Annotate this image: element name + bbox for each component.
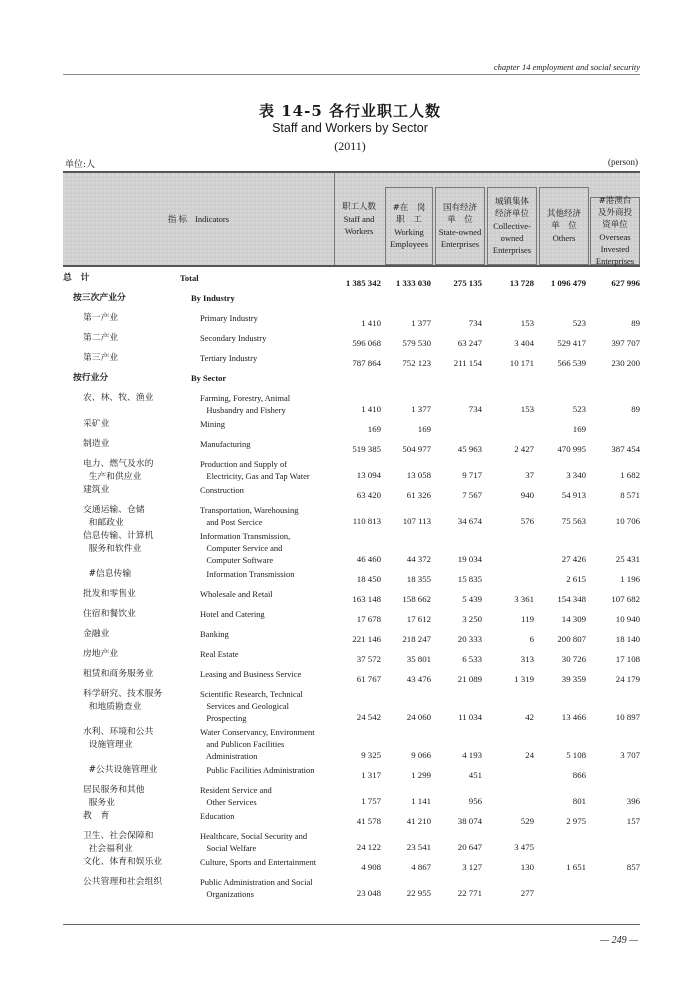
page-number: — 249 — xyxy=(600,935,638,946)
column-header-1 xyxy=(385,187,433,265)
cell-value: 504 977 xyxy=(402,444,431,454)
row-label-en: Culture, Sports and Entertainment xyxy=(200,857,317,867)
cell-value: 169 xyxy=(417,424,431,434)
column-header-cn: #港澳台 xyxy=(598,196,632,206)
cell-value: 529 417 xyxy=(557,338,586,348)
cell-value: 10 171 xyxy=(509,358,534,368)
cell-value: 579 530 xyxy=(402,338,431,348)
row-label-en: Real Estate xyxy=(200,649,239,659)
header-rule xyxy=(63,74,640,75)
column-header-cn: #在 岗 xyxy=(392,203,426,213)
cell-value: 61 326 xyxy=(406,490,431,500)
cell-value: 37 572 xyxy=(356,654,381,664)
row-label-en: Information Transmission, Computer Service and Computer Software xyxy=(200,531,291,565)
row-label-en: Construction xyxy=(200,485,244,495)
row-label-en: Total xyxy=(180,273,199,283)
cell-value: 42 xyxy=(525,712,534,722)
row-label-en: By Industry xyxy=(191,293,235,303)
column-header-cn: 经济单位 xyxy=(494,209,529,219)
row-label-en: Banking xyxy=(200,629,229,639)
row-label-cn: 住宿和餐饮业 xyxy=(83,609,136,619)
row-label-en: Public Administration and Social Organizations xyxy=(200,877,313,899)
table-row xyxy=(63,856,640,876)
column-header-en: State-owned xyxy=(438,227,482,237)
cell-value: 956 xyxy=(468,796,482,806)
column-header-en: Working xyxy=(394,227,424,237)
cell-value: 211 154 xyxy=(453,358,482,368)
cell-value: 397 707 xyxy=(611,338,640,348)
row-label-cn: 批发和零售业 xyxy=(83,589,136,599)
cell-value: 940 xyxy=(520,490,534,500)
table-year: (2011) xyxy=(334,139,366,153)
row-label-cn: 第一产业 xyxy=(83,313,119,323)
cell-value: 24 xyxy=(525,750,534,760)
table-row xyxy=(63,648,640,668)
cell-value: 2 615 xyxy=(566,574,586,584)
table-row xyxy=(63,628,640,648)
cell-value: 23 048 xyxy=(356,888,381,898)
row-label-cn: 卫生、社会保障和 社会福利业 xyxy=(83,831,154,854)
cell-value: 17 612 xyxy=(406,614,431,624)
cell-value: 25 431 xyxy=(615,554,640,564)
table-row xyxy=(63,784,640,810)
cell-value: 3 404 xyxy=(514,338,534,348)
cell-value: 22 771 xyxy=(457,888,482,898)
row-label-cn: 总 计 xyxy=(63,273,90,283)
cell-value: 13 728 xyxy=(509,278,534,288)
cell-value: 63 247 xyxy=(457,338,482,348)
table-row xyxy=(63,810,640,830)
cell-value: 3 340 xyxy=(566,470,586,480)
running-head: chapter 14 employment and social security xyxy=(493,62,640,72)
cell-value: 752 123 xyxy=(402,358,431,368)
column-header-2 xyxy=(435,187,485,265)
table-row xyxy=(63,608,640,628)
cell-value: 1 096 479 xyxy=(550,278,586,288)
cell-value: 3 361 xyxy=(514,594,534,604)
cell-value: 523 xyxy=(572,404,586,414)
cell-value: 7 567 xyxy=(462,490,482,500)
cell-value: 89 xyxy=(631,318,640,328)
cell-value: 1 196 xyxy=(620,574,640,584)
cell-value: 46 460 xyxy=(356,554,381,564)
cell-value: 24 122 xyxy=(356,842,381,852)
unit-label-en: (person) xyxy=(608,157,638,167)
cell-value: 1 377 xyxy=(411,318,431,328)
cell-value: 576 xyxy=(520,516,534,526)
column-header-en: owned xyxy=(500,233,524,243)
column-header-en: Employees xyxy=(390,239,428,249)
column-header-en: Collective- xyxy=(493,221,531,231)
table-row xyxy=(63,418,640,438)
table-row xyxy=(63,688,640,726)
cell-value: 4 867 xyxy=(411,862,431,872)
cell-value: 20 333 xyxy=(457,634,482,644)
cell-value: 119 xyxy=(521,614,534,624)
row-label-cn: 按行业分 xyxy=(73,373,109,383)
cell-value: 89 xyxy=(631,404,640,414)
cell-value: 1 651 xyxy=(566,862,586,872)
cell-value: 24 179 xyxy=(615,674,640,684)
cell-value: 5 439 xyxy=(462,594,482,604)
table-bottom-rule xyxy=(63,924,640,925)
column-header-cn: 单 位 xyxy=(551,221,577,231)
cell-value: 200 807 xyxy=(557,634,586,644)
table-row xyxy=(63,530,640,568)
cell-value: 313 xyxy=(520,654,534,664)
cell-value: 1 410 xyxy=(361,318,381,328)
cell-value: 24 542 xyxy=(356,712,381,722)
cell-value: 20 647 xyxy=(457,842,482,852)
cell-value: 6 xyxy=(529,634,534,644)
cell-value: 218 247 xyxy=(402,634,431,644)
row-label-cn: 居民服务和其他 服务业 xyxy=(83,785,145,808)
row-label-en: Information Transmission xyxy=(200,569,295,579)
cell-value: 801 xyxy=(572,796,586,806)
row-label-en: Hotel and Catering xyxy=(200,609,265,619)
table-row xyxy=(63,876,640,902)
cell-value: 61 767 xyxy=(356,674,381,684)
cell-value: 18 450 xyxy=(356,574,381,584)
row-label-en: Water Conservancy, Environment and Publicon Facilities Administration xyxy=(200,727,315,761)
row-label-en: Leasing and Business Service xyxy=(200,669,302,679)
column-header-cn: 职 工 xyxy=(396,215,422,225)
table-row xyxy=(63,392,640,418)
cell-value: 107 682 xyxy=(611,594,640,604)
cell-value: 4 908 xyxy=(361,862,381,872)
row-label-en: Primary Industry xyxy=(200,313,258,323)
row-label-en: Manufacturing xyxy=(200,439,251,449)
cell-value: 63 420 xyxy=(356,490,381,500)
cell-value: 34 674 xyxy=(457,516,482,526)
column-header-5 xyxy=(590,197,640,265)
row-label-cn: 第三产业 xyxy=(83,353,119,363)
row-label-cn: 采矿业 xyxy=(83,419,110,429)
table-row xyxy=(63,668,640,688)
cell-value: 627 996 xyxy=(611,278,640,288)
cell-value: 130 xyxy=(520,862,534,872)
cell-value: 8 571 xyxy=(620,490,640,500)
cell-value: 35 801 xyxy=(406,654,431,664)
row-label-cn: 金融业 xyxy=(83,629,110,639)
cell-value: 75 563 xyxy=(561,516,586,526)
table-header xyxy=(63,171,640,267)
row-label-cn: 信息传输、计算机 服务和软件业 xyxy=(83,531,154,554)
cell-value: 107 113 xyxy=(402,516,431,526)
table-row xyxy=(63,272,640,292)
column-header-en: Workers xyxy=(344,226,374,236)
cell-value: 4 193 xyxy=(462,750,482,760)
row-label-cn: 电力、燃气及水的 生产和供应业 xyxy=(83,459,154,482)
table-row xyxy=(63,352,640,372)
cell-value: 27 426 xyxy=(561,554,586,564)
column-header-3 xyxy=(487,187,537,265)
column-header-4 xyxy=(539,187,589,265)
row-label-en: Scientific Research, Technical Services and Geological Prospecting xyxy=(200,689,303,723)
cell-value: 169 xyxy=(572,424,586,434)
table-row xyxy=(63,568,640,588)
cell-value: 1 377 xyxy=(411,404,431,414)
row-label-en: Farming, Forestry, Animal Husbandry and Fishery xyxy=(200,393,291,415)
table-row xyxy=(63,458,640,484)
cell-value: 110 813 xyxy=(352,516,381,526)
row-label-en: Resident Service and Other Services xyxy=(200,785,272,807)
cell-value: 566 539 xyxy=(557,358,586,368)
cell-value: 1 333 030 xyxy=(395,278,431,288)
cell-value: 41 578 xyxy=(356,816,381,826)
cell-value: 9 066 xyxy=(411,750,431,760)
row-label-en: By Sector xyxy=(191,373,227,383)
cell-value: 10 940 xyxy=(615,614,640,624)
cell-value: 153 xyxy=(520,318,534,328)
table-title-en: Staff and Workers by Sector xyxy=(272,121,428,135)
cell-value: 13 058 xyxy=(406,470,431,480)
row-label-cn: 按三次产业分 xyxy=(73,293,126,303)
table-row xyxy=(63,830,640,856)
row-label-cn: #公共设施管理业 xyxy=(83,765,158,775)
table-row xyxy=(63,332,640,352)
cell-value: 5 108 xyxy=(566,750,586,760)
cell-value: 787 864 xyxy=(352,358,381,368)
cell-value: 387 454 xyxy=(611,444,640,454)
row-label-cn: 交通运输、仓储 和邮政业 xyxy=(83,505,145,528)
row-label-cn: #信息传输 xyxy=(83,569,132,579)
cell-value: 43 476 xyxy=(406,674,431,684)
row-label-cn: 房地产业 xyxy=(83,649,119,659)
column-header-cn: 城镇集体 xyxy=(494,197,529,207)
cell-value: 275 135 xyxy=(453,278,482,288)
column-header-en: Enterprises xyxy=(595,256,635,266)
cell-value: 154 348 xyxy=(557,594,586,604)
cell-value: 39 359 xyxy=(561,674,586,684)
cell-value: 1 319 xyxy=(514,674,534,684)
table-row xyxy=(63,726,640,764)
cell-value: 221 146 xyxy=(352,634,381,644)
cell-value: 9 325 xyxy=(361,750,381,760)
cell-value: 1 682 xyxy=(620,470,640,480)
column-header-cn: 单 位 xyxy=(447,215,473,225)
cell-value: 37 xyxy=(525,470,534,480)
column-header-en: Others xyxy=(552,233,576,243)
cell-value: 14 309 xyxy=(561,614,586,624)
column-header-0 xyxy=(335,173,383,265)
indicator-header-en: Indicators xyxy=(195,214,230,224)
cell-value: 41 210 xyxy=(406,816,431,826)
cell-value: 19 034 xyxy=(457,554,482,564)
cell-value: 18 355 xyxy=(406,574,431,584)
table-row xyxy=(63,312,640,332)
cell-value: 734 xyxy=(468,318,482,328)
cell-value: 1 299 xyxy=(411,770,431,780)
table-row xyxy=(63,372,640,392)
row-label-en: Tertiary Industry xyxy=(200,353,258,363)
cell-value: 2 427 xyxy=(514,444,534,454)
cell-value: 169 xyxy=(367,424,381,434)
row-label-cn: 教 育 xyxy=(83,811,110,821)
cell-value: 21 089 xyxy=(457,674,482,684)
row-label-cn: 农、林、牧、渔业 xyxy=(83,393,154,403)
cell-value: 23 541 xyxy=(406,842,431,852)
cell-value: 1 757 xyxy=(361,796,381,806)
column-header-cn: 及外商投 xyxy=(597,208,632,218)
column-header-en: Invested xyxy=(600,244,630,254)
table-row xyxy=(63,764,640,784)
cell-value: 18 140 xyxy=(615,634,640,644)
cell-value: 866 xyxy=(572,770,586,780)
cell-value: 529 xyxy=(520,816,534,826)
column-header-cn: 资单位 xyxy=(602,220,628,230)
unit-label-cn: 单位:人 xyxy=(65,160,96,170)
table-row xyxy=(63,438,640,458)
cell-value: 11 034 xyxy=(458,712,482,722)
column-header-en: Enterprises xyxy=(440,239,480,249)
cell-value: 734 xyxy=(468,404,482,414)
cell-value: 523 xyxy=(572,318,586,328)
cell-value: 13 094 xyxy=(356,470,381,480)
table-title-cn: 表 14-5 各行业职工人数 xyxy=(259,102,441,120)
indicator-header-cn: 指 标 xyxy=(167,214,188,224)
cell-value: 519 385 xyxy=(352,444,381,454)
row-label-en: Healthcare, Social Security and Social Welfare xyxy=(200,831,308,853)
cell-value: 157 xyxy=(626,816,640,826)
cell-value: 45 963 xyxy=(457,444,482,454)
table-row xyxy=(63,504,640,530)
table-row xyxy=(63,588,640,608)
cell-value: 857 xyxy=(626,862,640,872)
cell-value: 54 913 xyxy=(561,490,586,500)
row-label-en: Public Facilities Administration xyxy=(200,765,315,775)
column-header-cn: 其他经济 xyxy=(546,209,581,219)
cell-value: 30 726 xyxy=(561,654,586,664)
cell-value: 158 662 xyxy=(402,594,431,604)
cell-value: 38 074 xyxy=(457,816,482,826)
cell-value: 1 385 342 xyxy=(345,278,381,288)
row-label-en: Education xyxy=(200,811,235,821)
cell-value: 2 975 xyxy=(566,816,586,826)
table-row xyxy=(63,292,640,312)
column-header-cn: 国有经济 xyxy=(442,203,477,213)
cell-value: 396 xyxy=(626,796,640,806)
column-header-en: Overseas xyxy=(599,232,631,242)
cell-value: 13 466 xyxy=(561,712,586,722)
cell-value: 3 707 xyxy=(620,750,640,760)
cell-value: 470 995 xyxy=(557,444,586,454)
cell-value: 153 xyxy=(520,404,534,414)
row-label-en: Production and Supply of Electricity, Gas and Tap Water xyxy=(200,459,310,481)
cell-value: 596 068 xyxy=(352,338,381,348)
cell-value: 3 475 xyxy=(514,842,534,852)
row-label-cn: 制造业 xyxy=(83,439,110,449)
cell-value: 1 317 xyxy=(361,770,381,780)
row-label-cn: 水利、环境和公共 设施管理业 xyxy=(83,727,154,750)
cell-value: 9 717 xyxy=(462,470,482,480)
cell-value: 451 xyxy=(468,770,482,780)
cell-value: 17 108 xyxy=(615,654,640,664)
cell-value: 3 127 xyxy=(462,862,482,872)
cell-value: 1 141 xyxy=(411,796,431,806)
column-header-en: Staff and xyxy=(343,214,375,224)
row-label-en: Secondary Industry xyxy=(200,333,267,343)
column-header-cn: 职工人数 xyxy=(341,202,376,212)
row-label-cn: 文化、体育和娱乐业 xyxy=(83,857,163,867)
cell-value: 24 060 xyxy=(406,712,431,722)
row-label-cn: 租赁和商务服务业 xyxy=(83,669,154,679)
cell-value: 17 678 xyxy=(356,614,381,624)
cell-value: 1 410 xyxy=(361,404,381,414)
row-label-cn: 科学研究、技术服务 和地质勘查业 xyxy=(83,689,163,712)
column-header-en: Enterprises xyxy=(492,245,532,255)
row-label-cn: 第二产业 xyxy=(83,333,119,343)
row-label-en: Wholesale and Retail xyxy=(200,589,273,599)
cell-value: 277 xyxy=(520,888,534,898)
row-label-en: Mining xyxy=(200,419,226,429)
row-label-cn: 建筑业 xyxy=(83,485,110,495)
cell-value: 3 250 xyxy=(462,614,482,624)
table-row xyxy=(63,484,640,504)
cell-value: 10 897 xyxy=(615,712,640,722)
cell-value: 10 706 xyxy=(615,516,640,526)
cell-value: 230 200 xyxy=(611,358,640,368)
cell-value: 44 372 xyxy=(406,554,431,564)
cell-value: 22 955 xyxy=(406,888,431,898)
row-label-cn: 公共管理和社会组织 xyxy=(83,877,163,887)
row-label-en: Transportation, Warehousing and Post Sercice xyxy=(200,505,299,527)
cell-value: 15 835 xyxy=(457,574,482,584)
cell-value: 6 533 xyxy=(462,654,482,664)
indicator-header xyxy=(63,173,335,265)
cell-value: 163 148 xyxy=(352,594,381,604)
